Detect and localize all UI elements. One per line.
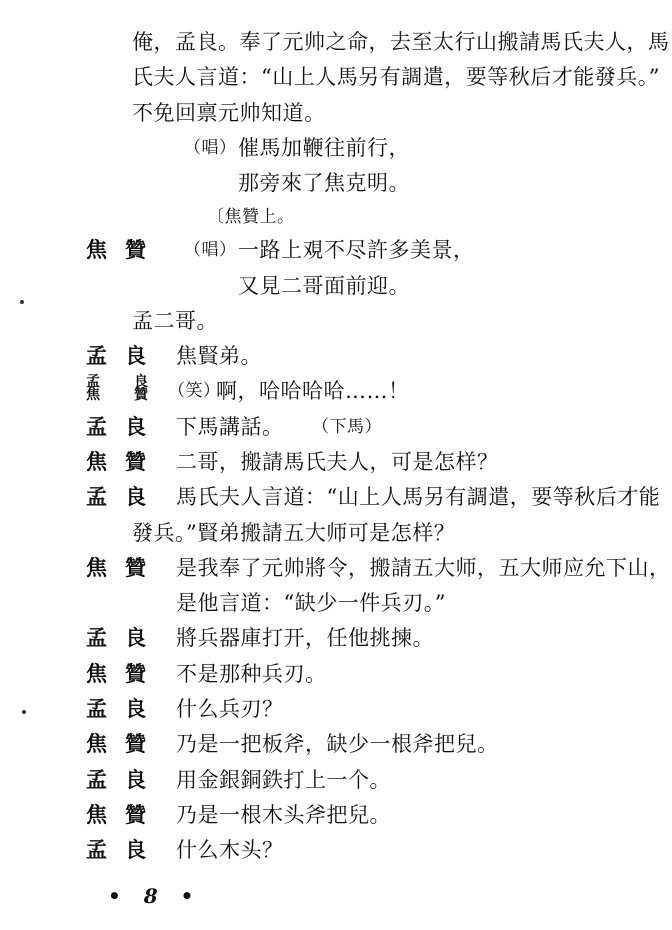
speaker-name: 孟良 <box>86 484 164 510</box>
dialogue-line: 下馬講話。 <box>176 414 284 439</box>
dialogue-line: 乃是一把板斧，缺少一根斧把兒。 <box>176 732 499 757</box>
speaker-name: 焦贊 <box>86 449 164 474</box>
speaker-name: 孟良 <box>86 695 164 721</box>
dialogue-line: 馬氏夫人言道：“山上人馬另有調遣，要等秋后才能 <box>176 485 661 510</box>
sung-line: 又見二哥面前迎。 <box>238 273 410 298</box>
dialogue-line: 不是那种兵刃。 <box>176 661 327 686</box>
speaker-name: 孟良 <box>86 343 164 369</box>
dialogue-line: 是我奉了元帅將令，搬請五大师，五大师应允下山， <box>176 555 671 580</box>
speaker-name: 孟良 <box>86 625 164 651</box>
margin-speck <box>20 300 24 304</box>
dialogue-line: 是他言道：“缺少一件兵刃。” <box>176 591 446 616</box>
speaker-name: 孟良 <box>86 413 164 439</box>
speaker-name: 孟良 <box>86 837 164 863</box>
dialogue-line: 焦賢弟。 <box>176 344 262 369</box>
text-line: 氏夫人言道：“山上人馬另有調遣，要等秋后才能發兵。” <box>132 65 660 90</box>
dialogue-line: 什么兵刃？ <box>176 696 284 721</box>
speaker-pair <box>86 373 182 403</box>
stage-direction: 〔焦贊上。 <box>207 206 295 227</box>
sung-line: 那旁來了焦克明。 <box>238 171 410 196</box>
stage-direction: （唱） <box>184 240 237 261</box>
dialogue-line: 用金銀銅鉄打上一个。 <box>176 767 391 792</box>
sung-line: 催馬加鞭往前行， <box>238 135 410 160</box>
speaker-name: 孟良 <box>86 766 164 792</box>
dialogue-line: 將兵器庫打开，任他挑揀。 <box>176 626 434 651</box>
speaker-name: 焦贊 <box>86 731 164 757</box>
page-number: • 8 • <box>108 884 202 908</box>
stage-direction: （唱） <box>184 137 237 158</box>
dialogue-line: 二哥，搬請馬氏夫人，可是怎样？ <box>176 450 499 474</box>
speaker-name: 焦贊 <box>86 554 164 580</box>
margin-speck <box>22 710 26 714</box>
dialogue-line: 什么木头？ <box>176 838 284 863</box>
stage-direction: （下馬） <box>312 416 382 437</box>
speaker-name: 焦贊 <box>86 801 164 827</box>
speaker-name: 焦贊 <box>86 660 164 686</box>
text-line: 俺，孟良。奉了元帅之命，去至太行山搬請馬氏夫人，馬 <box>132 30 670 54</box>
speaker-name: 焦贊 <box>86 237 164 263</box>
dialogue-line: 乃是一根木头斧把兒。 <box>176 802 391 827</box>
stage-direction: （笑） <box>168 380 221 401</box>
dialogue-line: 發兵。”賢弟搬請五大师可是怎样？ <box>132 520 456 545</box>
speaker-name: 焦贊 <box>86 386 182 403</box>
text-line: 不免回禀元帅知道。 <box>132 100 326 125</box>
speaker-name: 孟良 <box>86 373 182 390</box>
sung-line: 一路上覌不尽許多美景， <box>238 238 475 263</box>
dialogue-line: 啊，哈哈哈哈……！ <box>216 378 410 403</box>
text-line: 孟二哥。 <box>132 308 218 333</box>
